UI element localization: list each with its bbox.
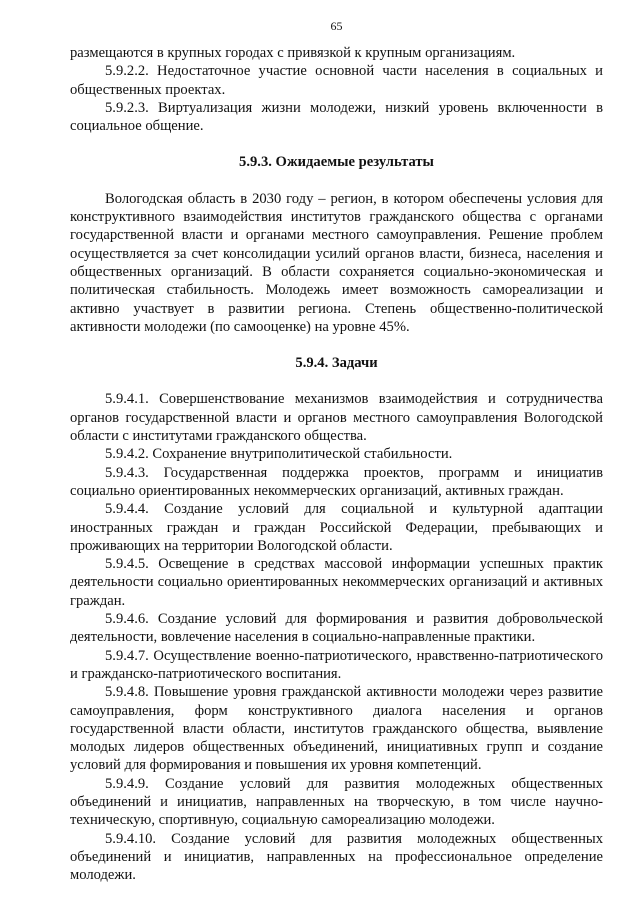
task-item-5-9-4-4: 5.9.4.4. Создание условий для социальной и культурной адаптации иностранных граждан и граждан Российской Федерации, пребывающих и проживающих на территории Вологодской области. bbox=[70, 501, 603, 554]
task-item-5-9-4-8: 5.9.4.8. Повышение уровня гражданской активности молодежи через развитие самоуправления, форм конструктивного диалога населения и органов государственной власти области, институтов гражданского общества, выявление молодых лидеров общественных объединений, инициативных групп и создание условий для формирования и повышения их уровня компетенций. bbox=[70, 684, 603, 774]
task-item-5-9-4-10: 5.9.4.10. Создание условий для развития молодежных общественных объединений и инициатив, направленных на профессиональное определение молодежи. bbox=[70, 830, 603, 884]
task-item-5-9-4-2: 5.9.4.2. Сохранение внутриполитической стабильности. bbox=[105, 446, 453, 463]
page-number: 65 bbox=[330, 19, 343, 33]
task-item-5-9-4-9: 5.9.4.9. Создание условий для развития молодежных общественных объединений и инициатив, направленных на творческую, в том числе научно-техническую, спортивную, социальную самореализацию молодежи. bbox=[70, 775, 603, 829]
list-item-5-9-2-2: 5.9.2.2. Недостаточное участие основной части населения в социальных и общественных проектах. bbox=[70, 63, 603, 98]
task-item-5-9-4-6: 5.9.4.6. Создание условий для формирования и развития добровольческой деятельности, вовлечение населения в социально-направленные практики. bbox=[70, 611, 603, 646]
document-page bbox=[70, 0, 603, 905]
page-content bbox=[70, 44, 603, 884]
task-item-5-9-4-1: 5.9.4.1. Совершенствование механизмов взаимодействия и сотрудничества органов государственной власти и органов местного самоуправления Вологодской области с институтами гражданского общества. bbox=[70, 391, 603, 445]
list-item-5-9-2-3: 5.9.2.3. Виртуализация жизни молодежи, низкий уровень включенности в социальное общение. bbox=[70, 99, 603, 135]
section-heading-results: 5.9.3. Ожидаемые результаты bbox=[239, 154, 434, 171]
task-item-5-9-4-7: 5.9.4.7. Осуществление военно-патриотического, нравственно-патриотического и гражданско-патриотического воспитания. bbox=[70, 647, 603, 682]
continuation-paragraph: размещаются в крупных городах с привязкой к крупным организациям. bbox=[70, 45, 516, 61]
task-item-5-9-4-5: 5.9.4.5. Освещение в средствах массовой информации успешных практик деятельности социально ориентированных некоммерческих организаций и активных граждан. bbox=[70, 556, 603, 609]
results-paragraph: Вологодская область в 2030 году – регион, в котором обеспечены условия для конструктивного взаимодействия институтов гражданского общества с органами государственной власти и органами местного самоуправления. Решение проблем осуществляется за счет консолидации усилий органов власти, бизнеса, населения и общественных организаций. В области сохраняется социально-экономическая и политическая стабильность. Молодежь имеет возможность самореализации и активно участвует в развитии региона. Степень общественно-политической активности молодежи (по самооценке) на уровне 45%. bbox=[70, 190, 603, 335]
section-heading-tasks: 5.9.4. Задачи bbox=[295, 355, 378, 372]
task-item-5-9-4-3: 5.9.4.3. Государственная поддержка проектов, программ и инициатив социально ориентированных некоммерческих организаций, активных граждан. bbox=[70, 464, 603, 499]
